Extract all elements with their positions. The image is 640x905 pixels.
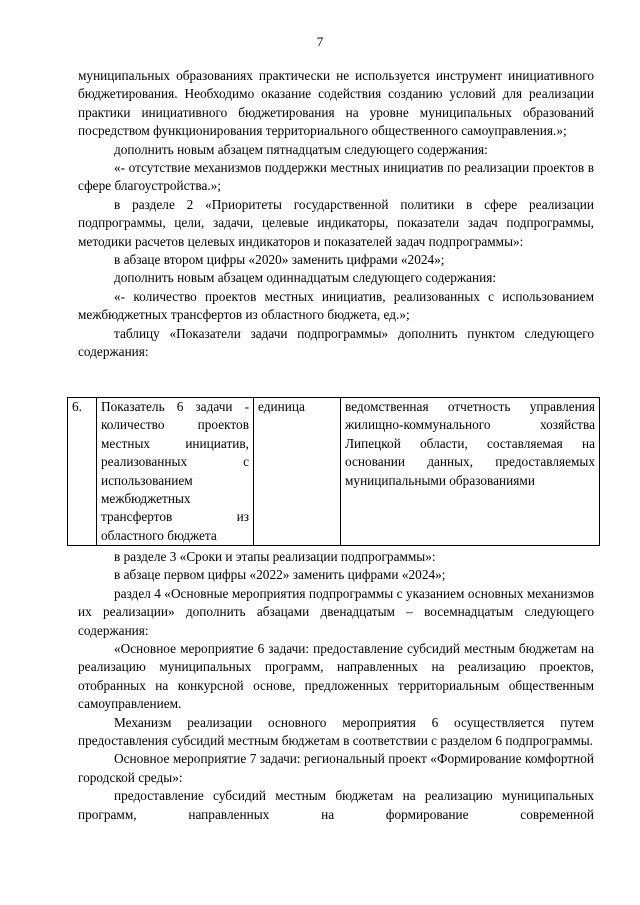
indicators-table <box>67 397 600 546</box>
paragraph: в разделе 2 «Приоритеты государственной политики в сфере реализации подпрограммы, цели, задачи, целевые индикаторы, показатели задач подпрограммы, методики расчетов целевых индикаторов и показателей задач подпрограммы»: <box>78 196 594 249</box>
paragraph: муниципальных образованиях практически не используется инструмент инициативного бюджетирования. Необходимо оказание содействия созданию условий для реализации практики инициативного бюджетирования на уровне муниципальных образований посредством функционирования территориального общественного самоуправления.»; <box>78 68 594 139</box>
paragraph: дополнить новым абзацем одиннадцатым следующего содержания: <box>114 270 497 286</box>
text-block-bottom <box>78 548 594 824</box>
paragraph: дополнить новым абзацем пятнадцатым следующего содержания: <box>114 141 488 157</box>
paragraph: «- количество проектов местных инициатив, реализованных с использованием межбюджетных трансфертов из областного бюджета, ед.»; <box>78 288 594 323</box>
paragraph: Основное мероприятие 7 задачи: региональный проект «Формирование комфортной городской среды»: <box>78 751 594 785</box>
unit-cell: единица <box>254 398 341 546</box>
paragraph: «- отсутствие механизмов поддержки местных инициатив по реализации проектов в сфере благоустройства.»; <box>78 160 594 194</box>
paragraph: в абзаце первом цифры «2022» заменить цифрами «2024»; <box>114 567 446 583</box>
table-row <box>68 398 600 546</box>
paragraph: предоставление субсидий местным бюджетам на реализацию муниципальных программ, направленных на формирование современной <box>78 788 594 822</box>
paragraph: «Основное мероприятие 6 задачи: предоставление субсидий местным бюджетам на реализацию муниципальных программ, направленных на реализацию проектов, отобранных на конкурсной основе, предложенных территориальным общественным самоуправлением. <box>78 641 594 712</box>
text-block-top <box>78 67 594 362</box>
paragraph: раздел 4 «Основные мероприятия подпрограммы с указанием основных механизмов их реализации» дополнить абзацами двенадцатым – восемнадцатым следующего содержания: <box>78 585 594 638</box>
indicator-name-cell: Показатель 6 задачи - количество проектов местных инициатив, реализованных с использованием межбюджетных трансфертов из областного бюджета <box>97 398 254 546</box>
paragraph: в разделе 3 «Сроки и этапы реализации подпрограммы»: <box>114 549 436 564</box>
data-source-cell: ведомственная отчетность управления жилищно-коммунального хозяйства Липецкой области, составляемая на основании данных, предоставляемых муниципальными образованиями <box>341 398 600 546</box>
paragraph: в абзаце втором цифры «2020» заменить цифрами «2024»; <box>114 252 445 268</box>
row-number-cell: 6. <box>68 398 97 546</box>
paragraph: таблицу «Показатели задачи подпрограммы» дополнить пунктом следующего содержания: <box>78 325 594 360</box>
page-number: 7 <box>316 34 324 49</box>
paragraph: Механизм реализации основного мероприятия 6 осуществляется путем предоставления субсидий местным бюджетам в соответствии с разделом 6 подпрограммы. <box>78 714 594 749</box>
